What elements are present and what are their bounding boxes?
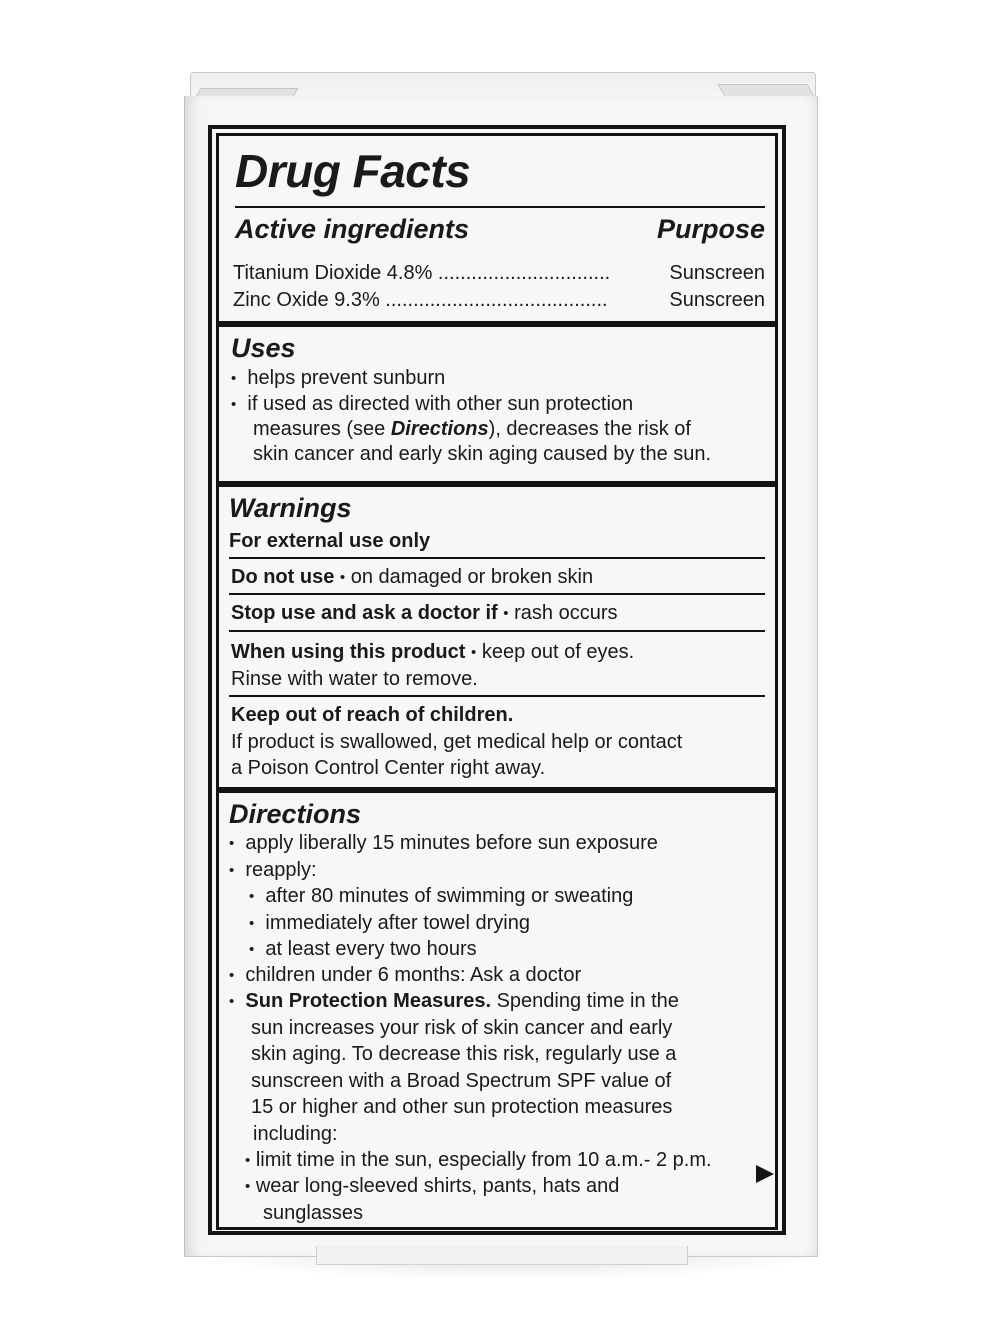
ingredient-purpose: Sunscreen [669, 289, 765, 311]
bullet-icon: • [339, 569, 346, 587]
leader-dots: ............................... [437, 262, 611, 284]
warnings-heading: Warnings [229, 493, 352, 523]
bullet-icon: • [229, 993, 235, 1011]
bullet-icon: • [249, 888, 255, 906]
warnings-rule [229, 593, 765, 595]
purpose-heading: Purpose [656, 214, 765, 244]
list-item: • reapply: [229, 859, 317, 881]
bullet-icon: • [503, 605, 509, 623]
list-item-continued: including: [253, 1123, 338, 1145]
triangle-right-icon [756, 1165, 774, 1183]
keep-out-of-reach-heading: Keep out of reach of children. [231, 704, 514, 726]
directions-section [216, 790, 778, 1230]
bullet-icon: • [231, 396, 237, 414]
external-use-note: For external use only [229, 530, 431, 552]
stop-use-warning: Stop use and ask a doctor if • rash occurs [231, 602, 618, 624]
box-bottom-flap [316, 1246, 688, 1265]
list-item-sub: • after 80 minutes of swimming or sweating [249, 885, 634, 907]
drug-facts-panel [208, 125, 786, 1235]
list-item-sub: • at least every two hours [249, 938, 477, 960]
ingredient-purpose: Sunscreen [669, 262, 765, 284]
list-item: • apply liberally 15 minutes before sun exposure [229, 832, 658, 854]
uses-heading: Uses [231, 333, 296, 363]
warnings-section [216, 484, 778, 790]
drug-facts-title: Drug Facts [235, 145, 471, 197]
directions-reference: Directions [390, 418, 489, 440]
list-item-sub: • wear long-sleeved shirts, pants, hats and [245, 1175, 620, 1197]
active-ingredients-section [216, 133, 778, 324]
list-item-continued: sunscreen with a Broad Spectrum SPF value of [251, 1070, 672, 1092]
bullet-icon: • [471, 644, 477, 662]
list-item: • if used as directed with other sun protection [231, 393, 634, 415]
when-using-warning-continued: Rinse with water to remove. [231, 668, 478, 690]
warnings-rule [229, 557, 765, 559]
warnings-rule [229, 630, 765, 632]
list-item-sub: • limit time in the sun, especially from 10 a.m.- 2 p.m. [245, 1149, 712, 1171]
list-item-continued: sunglasses [263, 1202, 364, 1224]
when-using-warning: When using this product • keep out of eyes. [231, 641, 635, 663]
ingredient-name: Zinc Oxide 9.3% [233, 289, 380, 311]
directions-heading: Directions [229, 799, 362, 829]
bullet-icon: • [229, 835, 235, 853]
list-item: • helps prevent sunburn [231, 367, 446, 389]
keep-out-text: a Poison Control Center right away. [231, 757, 546, 779]
bullet-icon: • [229, 862, 235, 880]
leader-dots: ........................................ [385, 289, 608, 311]
list-item-sub: • immediately after towel drying [249, 912, 530, 934]
list-item: • children under 6 months: Ask a doctor [229, 964, 582, 986]
active-ingredients-heading: Active ingredients [235, 214, 470, 244]
bullet-icon: • [249, 941, 255, 959]
bullet-icon: • [231, 370, 237, 388]
bullet-icon: • [245, 1178, 251, 1196]
list-item-continued: sun increases your risk of skin cancer and early [251, 1017, 673, 1039]
bullet-icon: • [249, 915, 255, 933]
warnings-rule [229, 695, 765, 697]
ingredient-name: Titanium Dioxide 4.8% [233, 262, 433, 284]
list-item-continued: skin aging. To decrease this risk, regularly use a [251, 1043, 677, 1065]
bullet-icon: • [245, 1152, 251, 1170]
uses-section [216, 324, 778, 484]
do-not-use-warning: Do not use • on damaged or broken skin [231, 566, 594, 588]
list-item-continued: skin cancer and early skin aging caused by the sun. [253, 443, 712, 465]
title-rule [235, 206, 765, 208]
list-item: • Sun Protection Measures. Spending time in the [229, 990, 679, 1012]
ingredient-row [233, 289, 608, 312]
list-item-continued: 15 or higher and other sun protection measures [251, 1096, 673, 1118]
list-item-continued: measures (see Directions), decreases the risk of [253, 418, 691, 440]
ingredient-row [233, 262, 610, 285]
bullet-icon: • [229, 967, 235, 985]
keep-out-text: If product is swallowed, get medical help or contact [231, 731, 683, 753]
